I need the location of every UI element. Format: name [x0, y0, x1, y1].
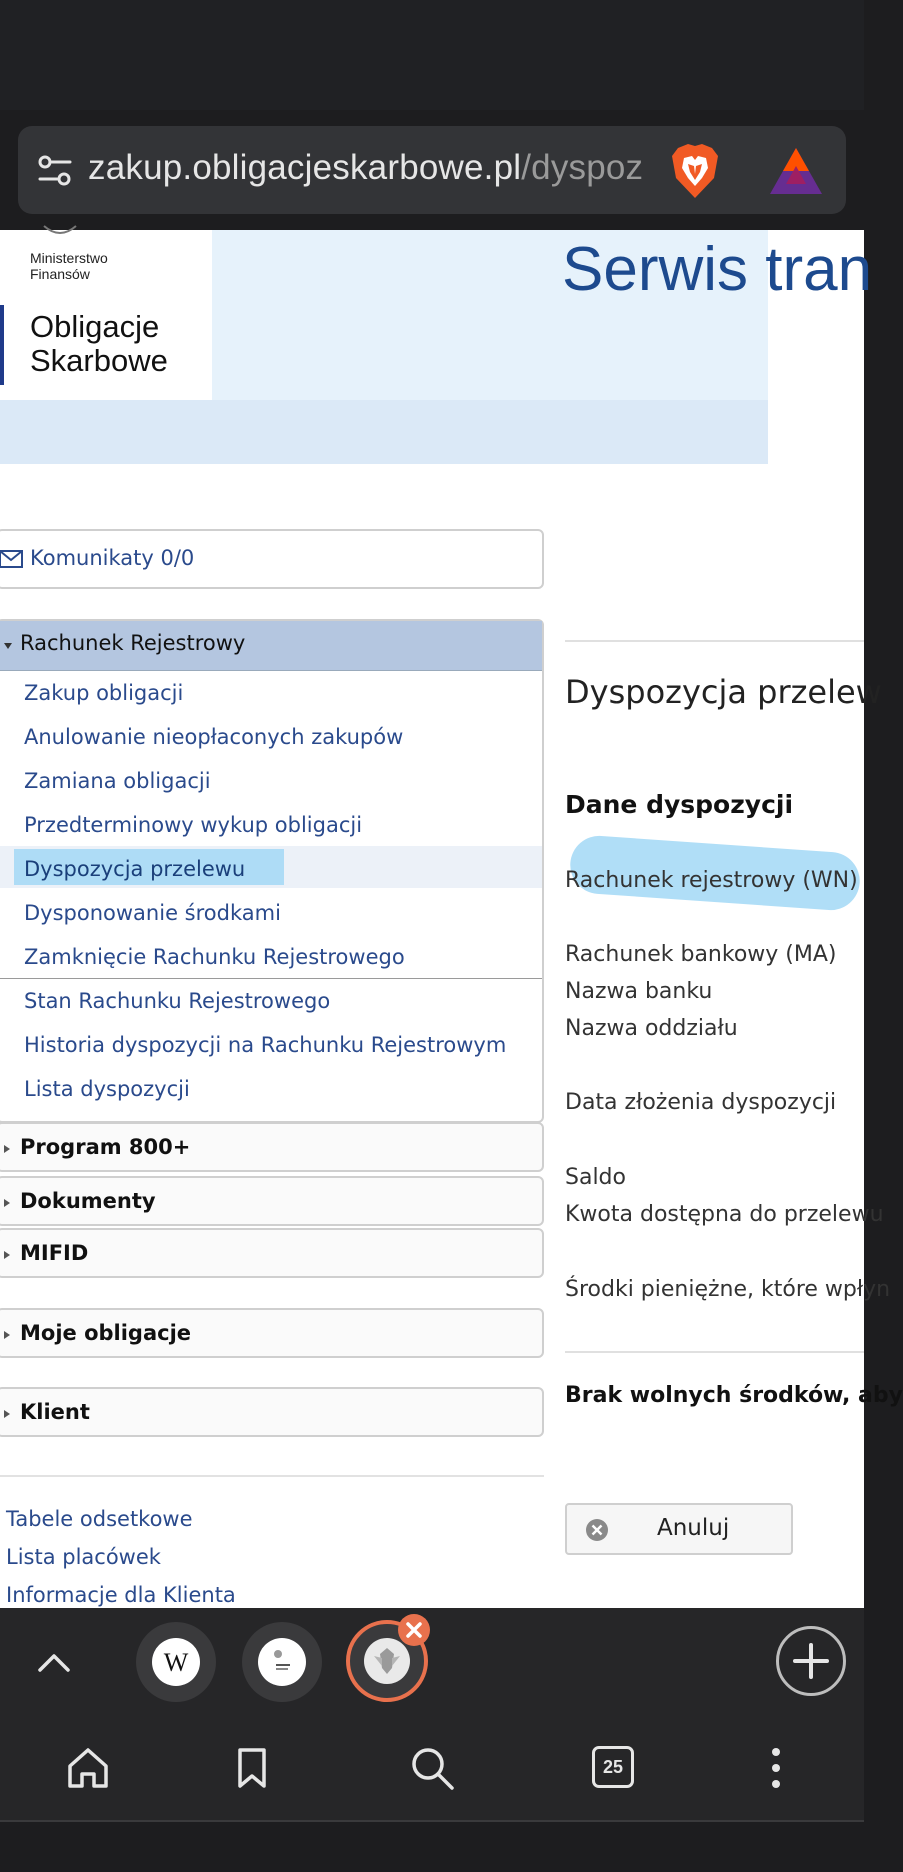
- tab-count-button[interactable]: [592, 1746, 634, 1788]
- footer-link-placowki[interactable]: Lista placówek: [6, 1545, 161, 1569]
- sidebar-divider: [0, 1475, 544, 1477]
- menu-divider: [0, 978, 542, 979]
- collapsed-triangle-icon: [4, 1331, 10, 1339]
- site-settings-icon[interactable]: [36, 152, 74, 190]
- eagle-favicon-icon: [258, 1638, 306, 1686]
- new-tab-button[interactable]: [776, 1626, 846, 1696]
- menu-section-header[interactable]: [0, 621, 542, 671]
- messages-box[interactable]: [0, 529, 544, 589]
- more-icon[interactable]: [752, 1744, 800, 1792]
- eagle-emblem-icon: [40, 224, 80, 238]
- accordion-dokumenty[interactable]: [0, 1176, 544, 1226]
- brave-shields-icon[interactable]: [668, 142, 722, 200]
- status-bar: [0, 0, 864, 110]
- accordion-label: Moje obligacje: [20, 1321, 192, 1345]
- wikipedia-w-icon: W: [163, 1648, 189, 1677]
- warning-message: Brak wolnych środków, aby: [565, 1383, 903, 1408]
- menu-item-dyspozycja-przelewu[interactable]: Dyspozycja przelewu: [24, 857, 246, 881]
- menu-item-zamkniecie[interactable]: Zamknięcie Rachunku Rejestrowego: [24, 945, 405, 969]
- tab-strip: [0, 1608, 864, 1716]
- url-domain: zakup.obligacjeskarbowe.pl: [88, 148, 522, 187]
- menu-section-title: Rachunek Rejestrowy: [20, 631, 246, 655]
- logo-accent-bar: [0, 305, 4, 385]
- field-label-available: Kwota dostępna do przelewu: [565, 1202, 884, 1227]
- field-label-wn: Rachunek rejestrowy (WN): [565, 868, 858, 893]
- search-icon[interactable]: [408, 1744, 456, 1792]
- logo-brand-text: [30, 310, 168, 378]
- envelope-icon: [0, 548, 24, 570]
- tab-count-value: 25: [602, 1757, 624, 1777]
- field-label-date: Data złożenia dyspozycji: [565, 1090, 837, 1115]
- section-heading: Dane dyspozycji: [565, 790, 794, 819]
- tab-wikipedia[interactable]: [136, 1622, 216, 1702]
- collapsed-triangle-icon: [4, 1199, 10, 1207]
- account-menu: [0, 619, 544, 1123]
- accordion-klient[interactable]: [0, 1387, 544, 1437]
- expand-triangle-icon: [4, 643, 12, 649]
- url-text[interactable]: [88, 148, 668, 188]
- menu-item-stan[interactable]: Stan Rachunku Rejestrowego: [24, 989, 331, 1013]
- field-label-bank: Nazwa banku: [565, 979, 713, 1004]
- accordion-label: Program 800+: [20, 1135, 191, 1159]
- messages-link[interactable]: Komunikaty 0/0: [30, 546, 195, 570]
- field-label-funds: Środki pieniężne, które wpłyn: [565, 1277, 891, 1302]
- menu-item-zakup[interactable]: Zakup obligacji: [24, 681, 184, 705]
- collapsed-triangle-icon: [4, 1251, 10, 1259]
- menu-item-anulowanie[interactable]: Anulowanie nieopłaconych zakupów: [24, 725, 404, 749]
- address-bar[interactable]: [18, 126, 846, 214]
- system-nav-bar: [0, 1820, 864, 1872]
- chevron-up-icon[interactable]: [34, 1642, 74, 1682]
- accordion-moje-obligacje[interactable]: [0, 1308, 544, 1358]
- field-label-balance: Saldo: [565, 1165, 626, 1190]
- accordion-mifid[interactable]: [0, 1228, 544, 1278]
- bottom-toolbar: [0, 1716, 864, 1820]
- footer-link-tabele[interactable]: Tabele odsetkowe: [6, 1507, 193, 1531]
- tab-obywatel[interactable]: [242, 1622, 322, 1702]
- plus-icon: [779, 1629, 843, 1693]
- collapsed-triangle-icon: [4, 1145, 10, 1153]
- menu-item-wykup[interactable]: Przedterminowy wykup obligacji: [24, 813, 363, 837]
- close-icon: [398, 1614, 430, 1646]
- url-path: /dyspoz: [521, 148, 644, 187]
- content-divider: [565, 1351, 864, 1353]
- header-nav-band: [0, 400, 768, 464]
- circle-x-icon: [585, 1518, 609, 1542]
- accordion-label: Dokumenty: [20, 1189, 156, 1213]
- page-title: Dyspozycja przelew: [565, 673, 882, 711]
- field-label-branch: Nazwa oddziału: [565, 1016, 738, 1041]
- menu-item-historia[interactable]: Historia dyspozycji na Rachunku Rejestrowym: [24, 1033, 507, 1057]
- cancel-button-label: Anuluj: [657, 1515, 730, 1541]
- site-logo[interactable]: [0, 230, 212, 400]
- cancel-button[interactable]: [565, 1503, 793, 1555]
- field-label-ma: Rachunek bankowy (MA): [565, 942, 837, 967]
- home-icon[interactable]: [64, 1744, 112, 1792]
- accordion-label: MIFID: [20, 1241, 89, 1265]
- logo-brand-line2: Skarbowe: [30, 343, 168, 378]
- menu-item-lista[interactable]: Lista dyspozycji: [24, 1077, 190, 1101]
- content-divider: [565, 640, 864, 642]
- accordion-label: Klient: [20, 1400, 90, 1424]
- menu-item-dysponowanie[interactable]: Dysponowanie środkami: [24, 901, 281, 925]
- web-page: [0, 230, 903, 1608]
- logo-ministry-text: Ministerstwo Finansów: [30, 250, 108, 282]
- bookmark-icon[interactable]: [228, 1744, 276, 1792]
- site-favicon: [258, 1638, 306, 1686]
- footer-link-informacje[interactable]: Informacje dla Klienta: [6, 1583, 236, 1607]
- wikipedia-favicon: [152, 1638, 200, 1686]
- site-title: Serwis tran: [562, 235, 873, 304]
- menu-item-zamiana[interactable]: Zamiana obligacji: [24, 769, 211, 793]
- close-tab-button[interactable]: [398, 1614, 430, 1646]
- brave-rewards-icon[interactable]: [768, 146, 824, 196]
- accordion-program-800[interactable]: [0, 1122, 544, 1172]
- logo-brand-line1: Obligacje: [30, 309, 160, 344]
- collapsed-triangle-icon: [4, 1410, 10, 1418]
